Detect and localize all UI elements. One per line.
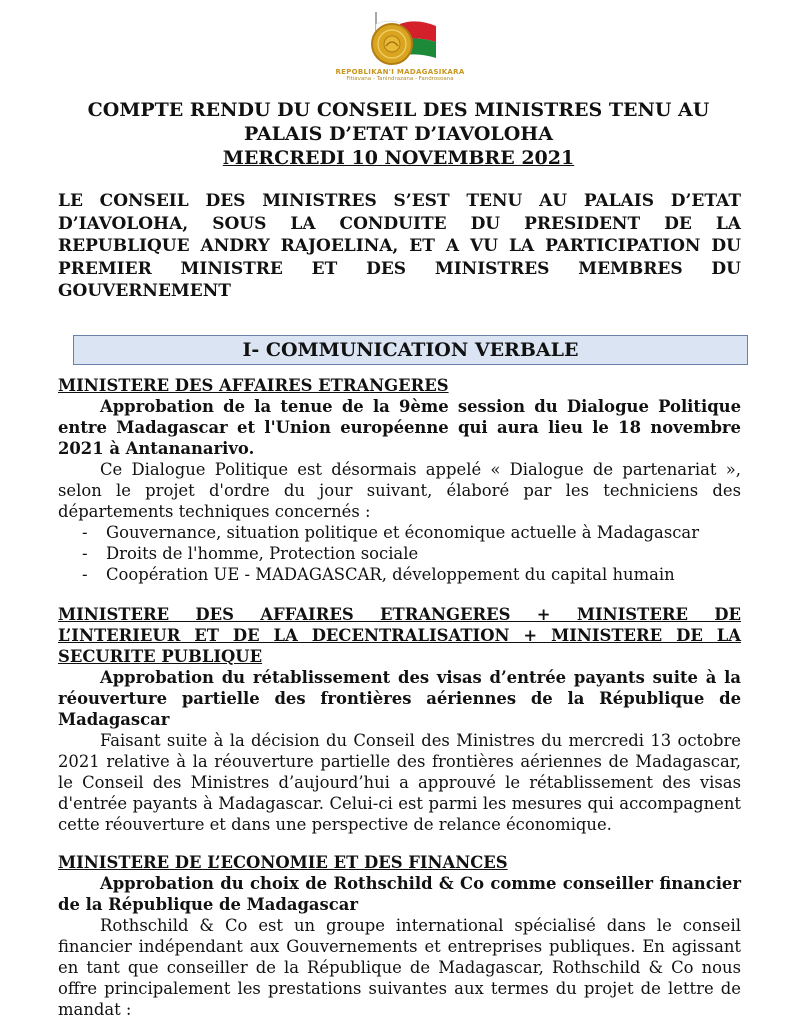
- approval-statement: Approbation du rétablissement des visas d’entrée payants suite à la réouverture partielle des frontières aériennes de la République de Madagascar: [58, 668, 741, 729]
- body-paragraph: Rothschild & Co est un groupe international spécialisé dans le conseil financier indépendant aux Gouvernements et entreprises publiques. En agissant en tant que conseiller de la République de Madagascar, Rothschild & Co nous offre principalement les prestations suivantes aux termes du projet de lettre de mandat :: [58, 916, 741, 1019]
- ministry-block: [58, 375, 741, 585]
- intro-paragraph: LE CONSEIL DES MINISTRES S’EST TENU AU PALAIS D’ETAT D’IAVOLOHA, SOUS LA CONDUITE DU PRESIDENT DE LA REPUBLIQUE ANDRY RAJOELINA, ET A VU LA PARTICIPATION DU PREMIER MINISTRE ET DES MINISTRES MEMBRES DU GOUVERNEMENT: [58, 191, 741, 301]
- approval-statement: Approbation de la tenue de la 9ème session du Dialogue Politique entre Madagascar et l'Union européenne qui aura lieu le 18 novembre 2021 à Antananarivo.: [58, 397, 741, 458]
- national-seal-flag-icon: [360, 10, 440, 68]
- approval-statement: Approbation du choix de Rothschild & Co comme conseiller financier de la République de Madagascar: [58, 874, 741, 914]
- ministry-heading: MINISTERE DES AFFAIRES ETRANGERES: [58, 376, 449, 395]
- republic-logo: [322, 10, 478, 92]
- ministry-block: [58, 852, 741, 1020]
- logo-name: REPOBLIKAN'I MADAGASIKARA: [335, 68, 465, 76]
- document-title: [40, 98, 757, 170]
- list-item: - Gouvernance, situation politique et économique actuelle à Madagascar: [82, 522, 741, 543]
- list-item: - Droits de l'homme, Protection sociale: [82, 543, 741, 564]
- agenda-list: [58, 522, 741, 585]
- ministry-heading: MINISTERE DE L’ECONOMIE ET DES FINANCES: [58, 853, 508, 872]
- logo-motto: Fitiavana - Tanindrazana - Fandrosoana: [346, 76, 454, 82]
- title-date: MERCREDI 10 NOVEMBRE 2021: [222, 147, 575, 169]
- section-heading: I- COMMUNICATION VERBALE: [73, 335, 748, 365]
- list-item: - Coopération UE - MADAGASCAR, développement du capital humain: [82, 564, 741, 585]
- title-line-1: COMPTE RENDU DU CONSEIL DES MINISTRES TENU AU: [87, 99, 710, 121]
- title-line-2: PALAIS D’ETAT D’IAVOLOHA: [243, 123, 553, 145]
- body-paragraph: Ce Dialogue Politique est désormais appelé « Dialogue de partenariat », selon le projet d'ordre du jour suivant, élaboré par les techniciens des départements techniques concernés :: [58, 460, 741, 521]
- body-paragraph: Faisant suite à la décision du Conseil des Ministres du mercredi 13 octobre 2021 relative à la réouverture partielle des frontières aériennes de Madagascar, le Conseil des Ministres d’aujourd’hui a approuvé le rétablissement des visas d'entrée payants à Madagascar. Celui-ci est parmi les mesures qui accompagnent cette réouverture et dans une perspective de relance économique.: [58, 731, 741, 834]
- ministry-block: [58, 604, 741, 835]
- ministry-heading: MINISTERE DES AFFAIRES ETRANGERES + MINISTERE DE L’INTERIEUR ET DE LA DECENTRALISATION + MINISTERE DE LA SECURITE PUBLIQUE: [58, 605, 741, 666]
- document-body: [58, 375, 741, 1020]
